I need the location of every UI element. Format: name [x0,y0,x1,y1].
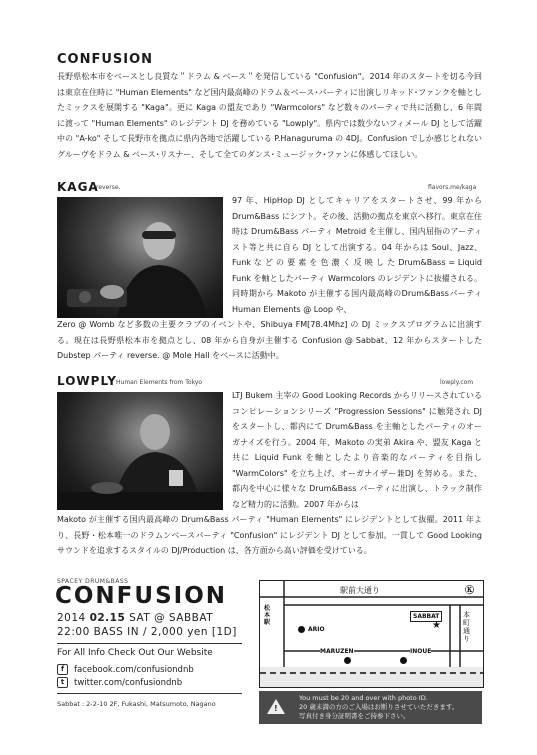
map-street-top: 駅前大通り [340,586,380,595]
confusion-description: 長野県松本市をベースとし良質な＂ドラム & ベース＂を発信している "Confusion"。2014 年のスタートを切る今回は東京在住時に "Human Elements" など国内最高峰のドラム＆ベース･パーティに出演しリキッド･ファンクを軸としたミックスを展開する "Kaga"。更に Kaga の盟友であり "Warmcolors" など数々のパーティで共に活動し、6 年間に渡って "Human Elements" のレジデント DJ を務めている "Lowply"。県内では数少ないフィメール DJ として活躍中の "A-ko" そして長野市を拠点に県内各地で活躍している P.Hanaguruma の 4DJ。Confusion でしか感じとれないグルーヴをドラム & ベース･リスナー、そして全てのダンス･ミュージック･ファンに体感してほしい。 [57,72,482,159]
flyer-date [57,612,213,624]
lowply-photo-figure [57,392,223,510]
confusion-heading: CONFUSION [57,52,154,67]
flyer-title: CONFUSION [55,583,227,609]
twitter-link[interactable] [57,677,182,688]
map-station-label: 松本駅 [264,605,271,626]
map-roads [260,581,483,687]
flyer-tagline: SPACEY DRUM&BASS [57,578,129,585]
facebook-link[interactable] [57,664,194,675]
twitter-url[interactable]: twitter.com/confusiondnb [74,677,183,688]
lowply-bio-side: LTJ Bukem 主宰の Good Looking Records からリリースされているコンピレーションシリーズ "Progression Sessions" に触発され DJ をスタートし、都内にて Drum&Bass を主軸としたパーティのオーガナイズを行う。2004 年、Makoto の実弟 Akira や、盟友 Kaga と共に Liquid Funk を軸としたより音楽的なパーティを目指し "WarmColors" を立ち上げ、オーガナイザー兼DJ を努める。また、都内を中心に様々な Drum&Bass パーティに出演し、トラック制作など精力的に活動。2007 年からは [232,391,482,509]
map-north-mark: Ⓚ [465,586,475,596]
kaga-url: flavors.me/kaga [428,184,477,191]
facebook-url[interactable]: facebook.com/confusiondnb [74,664,194,675]
lowply-photo [57,392,223,510]
venue-address: Sabbat : 2-2-10 2F, Fukashi, Matsumoto, Nagano [57,700,216,708]
flyer-time-price: 22:00 BASS IN / 2,000 yen [1D] [57,626,237,638]
notice-line2: 20 歳未満の方のご入場はお断りさせていただきます。 [299,703,459,711]
facebook-icon: f [57,664,68,675]
warning-icon-mark: ! [274,704,278,713]
kaga-bio-full: Zero @ Womb など多数の主要クラブのイベントや、Shibuya FM[78.4Mhz] の DJ ミックスプログラムに出演する。現在は長野県松本市を拠点とし、08 年から自身が主催する Confusion @ Sabbat、12 年からスタートした Dubstep パーティ reverse. @ Mole Hall をベースに活動中。 [57,320,482,360]
kaga-affiliation: reverse. [96,184,121,191]
lowply-affiliation: Human Elements from Tokyo [116,379,203,386]
flyer-info: For All Info Check Out Our Website [57,648,213,658]
ario-marker [298,626,305,633]
age-notice [259,691,482,724]
map-maruzen: MARUZEN [320,648,354,655]
sabbat-star-icon: ★ [432,620,441,631]
notice-line3: 写真付き身分証明書をご持参下さい。 [299,712,410,720]
kaga-photo [57,197,223,318]
lowply-bio-full: Makoto が主催する国内最高峰の Drum&Bass パーティ "Human Elements" にレジデントとして抜擢。2011 年より、長野・松本唯一のドラムンベースパーティ "Confusion" にレジデント DJ として参加。一貫して Good Looking サウンドを追求するスタイルの DJ/Production は、各方面から高い評価を受けている。 [57,515,482,555]
flyer-divider-top [57,643,242,644]
twitter-icon: t [57,677,68,688]
kaga-name: KAGA [57,180,99,194]
flyer-date-day: 02.15 [89,612,126,624]
notice-line1: You must be 20 and over with photo ID. [299,694,428,702]
venue-map [259,580,484,688]
map-sabbat: SABBAT [410,611,442,622]
lowply-name: LOWPLY [57,374,117,388]
map-inoue: INOUE [410,648,432,655]
flyer-date-year: 2014 [57,612,90,624]
inoue-marker [400,657,407,664]
kaga-photo-figure [57,197,223,318]
map-ario: ARIO [308,626,325,633]
lowply-url: lowply.com [440,379,474,386]
flyer-divider-bottom [57,693,242,694]
flyer-date-venue: SAT @ SABBAT [125,612,214,624]
kaga-bio-side: 97 年、HipHop DJ としてキャリアをスタートさせ、99 年から Drum&Bass にシフト。その後、活動の拠点を東京へ移行。東京在住時は Drum&Bass パーティ Metroid を主催し、国内屈指のアーティスト等と共に自ら DJ として出演する。04 年からは Soul、Jazz、Funk な ど の 要 素 を 色 濃 く 反 映 し た Drum&Bass = Liquid Funk を軸としたパーティ Warmcolors のレジデントに抜擢される。同時期から Makoto が主催する国内最高峰のDrum&Bassパーティ Human Elements @ Loop や、 [232,196,482,314]
maruzen-marker [344,657,351,664]
map-street-right: 本町通り [463,611,470,643]
